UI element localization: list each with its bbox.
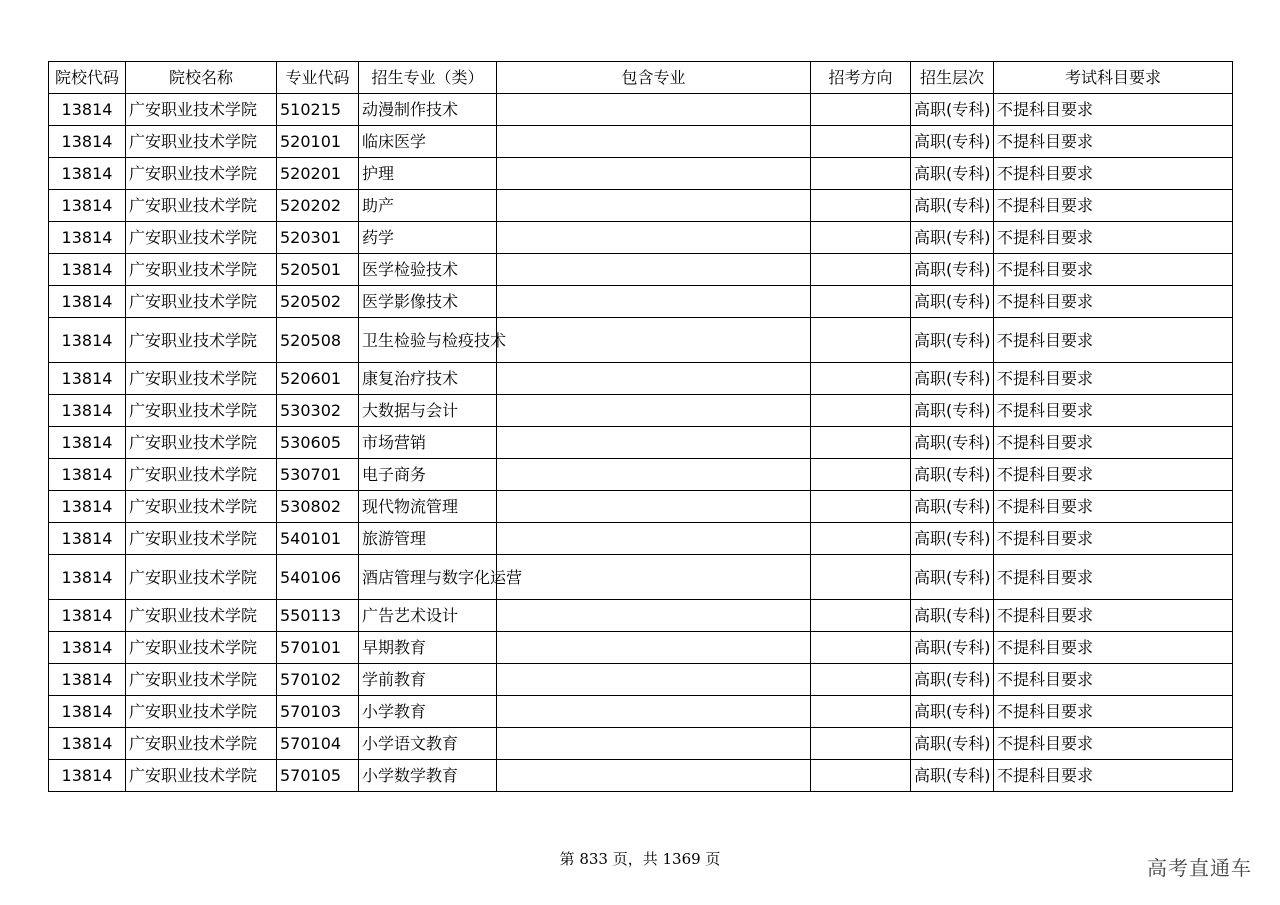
cell-level: 高职(专科) [911,600,994,632]
cell-direction [811,126,911,158]
cell-major: 小学教育 [359,696,497,728]
cell-includes [497,760,811,792]
cell-major-code: 570102 [277,664,359,696]
cell-level: 高职(专科) [911,664,994,696]
cell-level: 高职(专科) [911,318,994,363]
cell-major: 小学数学教育 [359,760,497,792]
cell-major: 康复治疗技术 [359,363,497,395]
table-row [49,760,1233,792]
cell-level: 高职(专科) [911,555,994,600]
cell-major-code: 540106 [277,555,359,600]
cell-includes [497,94,811,126]
cell-major-code: 520502 [277,286,359,318]
cell-school-code: 13814 [49,600,126,632]
cell-school-code: 13814 [49,728,126,760]
cell-school-name: 广安职业技术学院 [126,459,277,491]
cell-requirement: 不提科目要求 [994,363,1233,395]
cell-school-name: 广安职业技术学院 [126,318,277,363]
cell-direction [811,158,911,190]
cell-school-name: 广安职业技术学院 [126,254,277,286]
header-includes: 包含专业 [497,62,811,94]
cell-major-code: 520301 [277,222,359,254]
cell-major: 早期教育 [359,632,497,664]
cell-school-code: 13814 [49,696,126,728]
cell-includes [497,459,811,491]
table-row [49,491,1233,523]
cell-requirement: 不提科目要求 [994,600,1233,632]
cell-includes [497,696,811,728]
cell-major: 大数据与会计 [359,395,497,427]
cell-school-code: 13814 [49,555,126,600]
cell-direction [811,491,911,523]
cell-requirement: 不提科目要求 [994,760,1233,792]
cell-includes [497,126,811,158]
cell-level: 高职(专科) [911,363,994,395]
table-row [49,222,1233,254]
cell-major-code: 570104 [277,728,359,760]
header-level: 招生层次 [911,62,994,94]
cell-includes [497,190,811,222]
cell-requirement: 不提科目要求 [994,254,1233,286]
cell-requirement: 不提科目要求 [994,632,1233,664]
cell-includes [497,427,811,459]
cell-includes [497,363,811,395]
cell-school-code: 13814 [49,760,126,792]
table-row [49,190,1233,222]
cell-major-code: 570101 [277,632,359,664]
cell-major-code: 520101 [277,126,359,158]
cell-level: 高职(专科) [911,94,994,126]
cell-requirement: 不提科目要求 [994,555,1233,600]
cell-direction [811,254,911,286]
cell-major: 现代物流管理 [359,491,497,523]
cell-major-code: 540101 [277,523,359,555]
cell-level: 高职(专科) [911,126,994,158]
table-row [49,286,1233,318]
cell-includes [497,600,811,632]
cell-major: 医学检验技术 [359,254,497,286]
cell-school-name: 广安职业技术学院 [126,664,277,696]
cell-requirement: 不提科目要求 [994,395,1233,427]
table-row [49,728,1233,760]
page-number: 第 833 页，共 1369 页 [559,850,721,868]
cell-requirement: 不提科目要求 [994,286,1233,318]
cell-school-name: 广安职业技术学院 [126,190,277,222]
cell-includes [497,395,811,427]
table-row [49,158,1233,190]
cell-requirement: 不提科目要求 [994,222,1233,254]
cell-direction [811,190,911,222]
table-row [49,696,1233,728]
cell-school-name: 广安职业技术学院 [126,523,277,555]
cell-direction [811,94,911,126]
cell-level: 高职(专科) [911,459,994,491]
cell-school-code: 13814 [49,222,126,254]
cell-school-name: 广安职业技术学院 [126,286,277,318]
cell-direction [811,318,911,363]
cell-school-name: 广安职业技术学院 [126,158,277,190]
cell-school-code: 13814 [49,94,126,126]
cell-major: 市场营销 [359,427,497,459]
table-row [49,94,1233,126]
cell-school-code: 13814 [49,395,126,427]
cell-requirement: 不提科目要求 [994,158,1233,190]
cell-includes [497,728,811,760]
header-major-code: 专业代码 [277,62,359,94]
cell-major: 药学 [359,222,497,254]
cell-level: 高职(专科) [911,190,994,222]
cell-includes [497,491,811,523]
cell-direction [811,600,911,632]
cell-major-code: 570103 [277,696,359,728]
cell-school-name: 广安职业技术学院 [126,600,277,632]
cell-school-code: 13814 [49,158,126,190]
cell-direction [811,395,911,427]
cell-includes [497,632,811,664]
table-row [49,363,1233,395]
cell-direction [811,632,911,664]
cell-requirement: 不提科目要求 [994,728,1233,760]
cell-requirement: 不提科目要求 [994,664,1233,696]
cell-level: 高职(专科) [911,286,994,318]
cell-school-name: 广安职业技术学院 [126,760,277,792]
cell-major: 学前教育 [359,664,497,696]
cell-includes [497,286,811,318]
cell-major-code: 530802 [277,491,359,523]
cell-requirement: 不提科目要求 [994,126,1233,158]
cell-includes [497,664,811,696]
cell-direction [811,555,911,600]
cell-level: 高职(专科) [911,632,994,664]
table-row [49,632,1233,664]
header-school-code: 院校代码 [49,62,126,94]
cell-school-name: 广安职业技术学院 [126,222,277,254]
cell-level: 高职(专科) [911,427,994,459]
cell-school-name: 广安职业技术学院 [126,126,277,158]
cell-direction [811,696,911,728]
cell-school-code: 13814 [49,491,126,523]
watermark-logo: 高考直通车 [1147,856,1252,880]
cell-major-code: 520201 [277,158,359,190]
cell-direction [811,363,911,395]
cell-direction [811,459,911,491]
cell-school-code: 13814 [49,126,126,158]
cell-school-name: 广安职业技术学院 [126,363,277,395]
cell-major: 酒店管理与数字化运营 [359,555,497,600]
cell-includes [497,523,811,555]
cell-major-code: 520601 [277,363,359,395]
cell-major: 助产 [359,190,497,222]
admissions-table [48,61,1233,792]
cell-level: 高职(专科) [911,760,994,792]
cell-major: 护理 [359,158,497,190]
cell-school-code: 13814 [49,286,126,318]
cell-major-code: 520501 [277,254,359,286]
cell-level: 高职(专科) [911,696,994,728]
cell-direction [811,760,911,792]
cell-school-name: 广安职业技术学院 [126,427,277,459]
cell-includes [497,158,811,190]
cell-school-code: 13814 [49,523,126,555]
cell-level: 高职(专科) [911,395,994,427]
cell-school-code: 13814 [49,459,126,491]
cell-level: 高职(专科) [911,158,994,190]
cell-school-code: 13814 [49,363,126,395]
table-row [49,427,1233,459]
cell-level: 高职(专科) [911,491,994,523]
cell-requirement: 不提科目要求 [994,318,1233,363]
cell-level: 高职(专科) [911,254,994,286]
cell-school-code: 13814 [49,427,126,459]
cell-school-code: 13814 [49,632,126,664]
table-row [49,395,1233,427]
cell-major: 旅游管理 [359,523,497,555]
cell-major-code: 530302 [277,395,359,427]
cell-school-name: 广安职业技术学院 [126,728,277,760]
cell-requirement: 不提科目要求 [994,491,1233,523]
table-row [49,664,1233,696]
cell-major: 电子商务 [359,459,497,491]
cell-school-name: 广安职业技术学院 [126,395,277,427]
cell-major-code: 520508 [277,318,359,363]
cell-major: 临床医学 [359,126,497,158]
cell-major: 小学语文教育 [359,728,497,760]
cell-requirement: 不提科目要求 [994,427,1233,459]
cell-school-name: 广安职业技术学院 [126,632,277,664]
cell-includes [497,555,811,600]
cell-major: 卫生检验与检疫技术 [359,318,497,363]
header-school-name: 院校名称 [126,62,277,94]
cell-direction [811,286,911,318]
cell-level: 高职(专科) [911,222,994,254]
cell-major-code: 530605 [277,427,359,459]
header-major: 招生专业（类） [359,62,497,94]
cell-major: 医学影像技术 [359,286,497,318]
cell-school-code: 13814 [49,664,126,696]
table-row [49,600,1233,632]
cell-major-code: 530701 [277,459,359,491]
header-row [49,62,1233,94]
cell-school-name: 广安职业技术学院 [126,491,277,523]
cell-major: 广告艺术设计 [359,600,497,632]
table-row [49,459,1233,491]
cell-major: 动漫制作技术 [359,94,497,126]
cell-major-code: 570105 [277,760,359,792]
table-row [49,126,1233,158]
cell-includes [497,318,811,363]
cell-direction [811,222,911,254]
cell-requirement: 不提科目要求 [994,94,1233,126]
cell-major-code: 510215 [277,94,359,126]
header-direction: 招考方向 [811,62,911,94]
cell-school-name: 广安职业技术学院 [126,555,277,600]
cell-school-code: 13814 [49,190,126,222]
cell-school-code: 13814 [49,318,126,363]
cell-major-code: 550113 [277,600,359,632]
cell-requirement: 不提科目要求 [994,696,1233,728]
table-row [49,555,1233,600]
cell-direction [811,523,911,555]
cell-includes [497,222,811,254]
cell-direction [811,664,911,696]
cell-school-code: 13814 [49,254,126,286]
cell-requirement: 不提科目要求 [994,190,1233,222]
header-requirement: 考试科目要求 [994,62,1233,94]
cell-includes [497,254,811,286]
cell-school-name: 广安职业技术学院 [126,696,277,728]
cell-major-code: 520202 [277,190,359,222]
table-row [49,254,1233,286]
cell-requirement: 不提科目要求 [994,523,1233,555]
cell-level: 高职(专科) [911,728,994,760]
cell-requirement: 不提科目要求 [994,459,1233,491]
cell-school-name: 广安职业技术学院 [126,94,277,126]
table-row [49,523,1233,555]
cell-level: 高职(专科) [911,523,994,555]
cell-direction [811,427,911,459]
table-row [49,318,1233,363]
cell-direction [811,728,911,760]
